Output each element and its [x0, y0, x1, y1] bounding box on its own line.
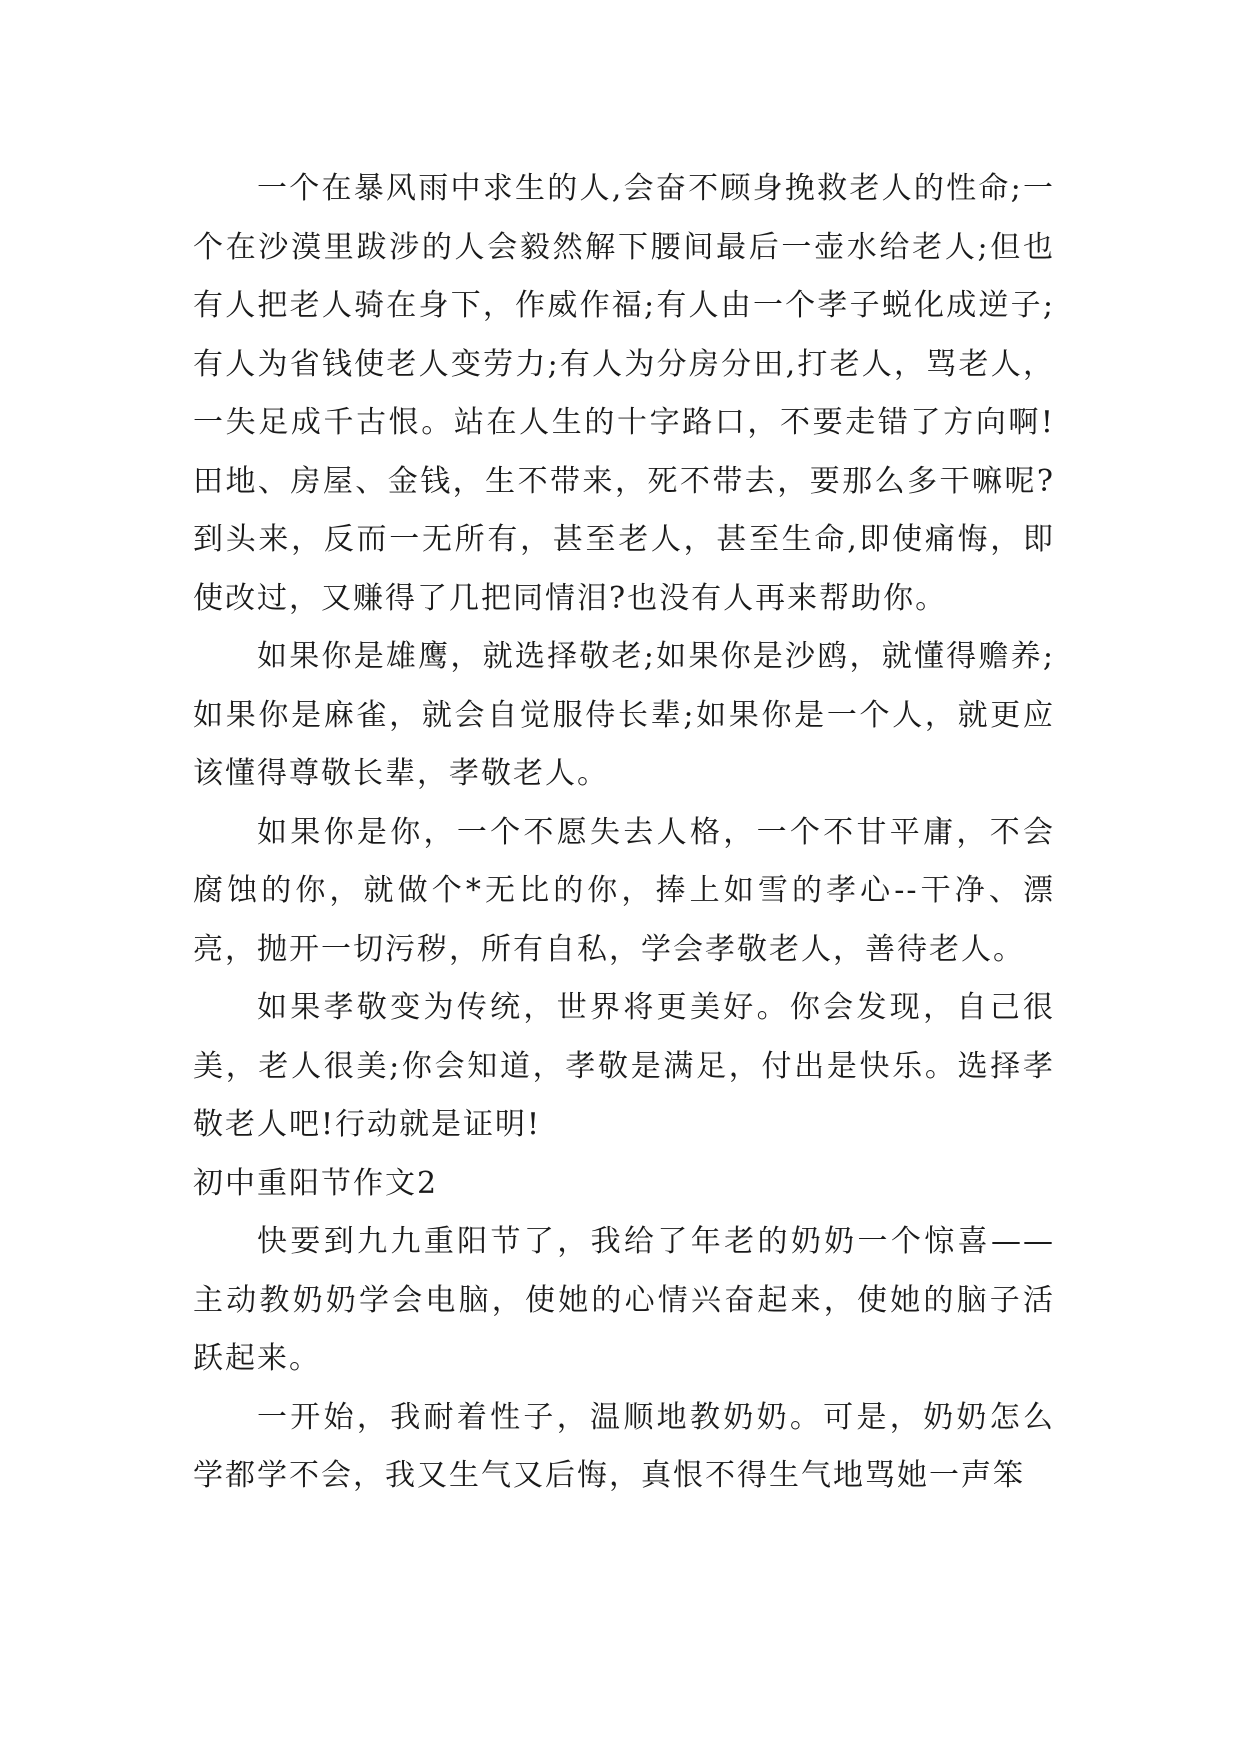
document-body	[193, 160, 1055, 1506]
paragraph-6: 一开始，我耐着性子，温顺地教奶奶。可是，奶奶怎么学都学不会，我又生气又后悔，真恨不得生气地骂她一声笨	[193, 1399, 1055, 1493]
paragraph-1: 一个在暴风雨中求生的人,会奋不顾身挽救老人的性命;一个在沙漠里跋涉的人会毅然解下腰间最后一壶水给老人;但也有人把老人骑在身下，作威作福;有人由一个孝子蜕化成逆子;有人为省钱使老人变劳力;有人为分房分田,打老人，骂老人，一失足成千古恨。站在人生的十字路口，不要走错了方向啊!田地、房屋、金钱，生不带来，死不带去，要那么多干嘛呢?到头来，反而一无所有，甚至老人，甚至生命,即使痛悔，即使改过，又赚得了几把同情泪?也没有人再来帮助你。	[193, 171, 1055, 616]
paragraph-4: 如果孝敬变为传统，世界将更美好。你会发现，自己很美，老人很美;你会知道，孝敬是满足，付出是快乐。选择孝敬老人吧!行动就是证明!	[193, 990, 1055, 1142]
paragraph-3: 如果你是你，一个不愿失去人格，一个不甘平庸，不会腐蚀的你，就做个*无比的你，捧上如雪的孝心--干净、漂亮，抛开一切污秽，所有自私，学会孝敬老人，善待老人。	[193, 814, 1055, 967]
paragraph-5: 快要到九九重阳节了，我给了年老的奶奶一个惊喜——主动教奶奶学会电脑，使她的心情兴奋起来，使她的脑子活跃起来。	[193, 1224, 1055, 1376]
paragraph-2: 如果你是雄鹰，就选择敬老;如果你是沙鸥，就懂得赡养;如果你是麻雀，就会自觉服侍长辈;如果你是一个人，就更应该懂得尊敬长辈，孝敬老人。	[193, 639, 1055, 791]
section-title: 初中重阳节作文2	[193, 1165, 439, 1201]
